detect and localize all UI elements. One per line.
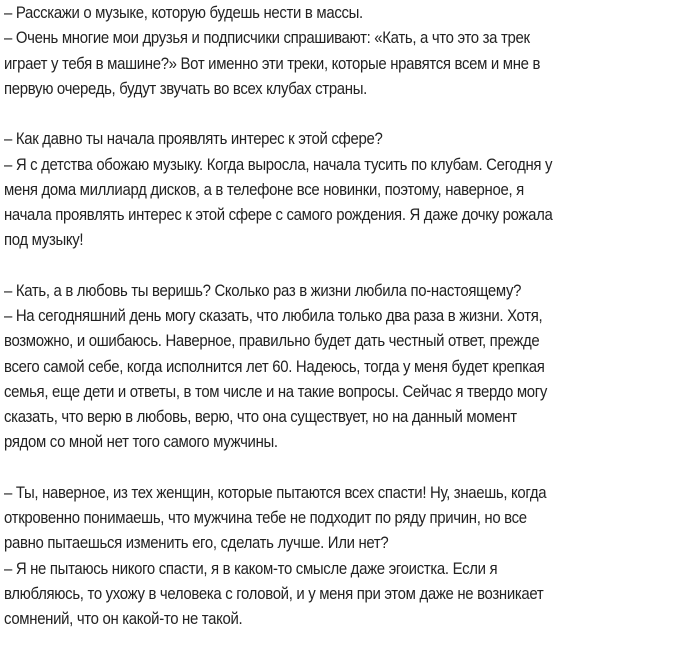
answer-line: рядом со мной нет того самого мужчины. bbox=[4, 432, 278, 452]
answer-line: первую очередь, будут звучать во всех клубах страны. bbox=[4, 78, 367, 98]
answer-line: – Я с детства обожаю музыку. Когда выросла, начала тусить по клубам. Сегодня у bbox=[4, 154, 553, 174]
answer-line: сомнений, что он какой-то не такой. bbox=[4, 609, 243, 628]
answer-line: под музыку! bbox=[4, 230, 84, 250]
question-line: – Расскажи о музыке, которую будешь нести в массы. bbox=[4, 3, 363, 22]
answer-line: – Я не пытаюсь никого спасти, я в каком-то смысле даже эгоистка. Если я bbox=[4, 558, 498, 578]
answer-line: меня дома миллиард дисков, а в телефоне все новинки, поэтому, наверное, я bbox=[4, 179, 524, 199]
interview-article bbox=[4, 0, 699, 657]
answer-line: сказать, что верю в любовь, верю, что она существует, но на данный момент bbox=[4, 407, 517, 426]
question-line: – Как давно ты начала проявлять интерес к этой сфере? bbox=[4, 129, 383, 149]
answer-line: играет у тебя в машине?» Вот именно эти треки, которые нравятся всем и мне в bbox=[4, 53, 541, 73]
question-line: – Кать, а в любовь ты веришь? Сколько раз в жизни любила по-настоящему? bbox=[4, 280, 522, 300]
question-line: откровенно понимаешь, что мужчина тебе не подходит по ряду причин, но все bbox=[4, 508, 527, 527]
question-line: равно пытаешься изменить его, сделать лучше. Или нет? bbox=[4, 533, 389, 553]
answer-line: влюбляюсь, то ухожу в человека с головой, и у меня при этом даже не возникает bbox=[4, 583, 544, 603]
answer-line: семья, еще дети и ответы, в том числе и на такие вопросы. Сейчас я твердо могу bbox=[4, 381, 548, 401]
answer-line: возможно, и ошибаюсь. Наверное, правильно будет дать честный ответ, прежде bbox=[4, 331, 540, 351]
paragraph-interest bbox=[4, 126, 699, 252]
paragraph-music bbox=[4, 0, 699, 101]
answer-line: всего самой себе, когда исполнится лет 60. Надеюсь, тогда у меня будет крепкая bbox=[4, 356, 545, 376]
question-line: – Ты, наверное, из тех женщин, которые пытаются всех спасти! Ну, знаешь, когда bbox=[4, 482, 547, 502]
answer-line: – Очень многие мои друзья и подписчики спрашивают: «Кать, а что это за трек bbox=[4, 28, 530, 48]
answer-line: – На сегодняшний день могу сказать, что любила только два раза в жизни. Хотя, bbox=[4, 306, 543, 325]
paragraph-love bbox=[4, 278, 699, 455]
paragraph-saving bbox=[4, 480, 699, 632]
answer-line: начала проявлять интерес к этой сфере с самого рождения. Я даже дочку рожала bbox=[4, 205, 553, 224]
